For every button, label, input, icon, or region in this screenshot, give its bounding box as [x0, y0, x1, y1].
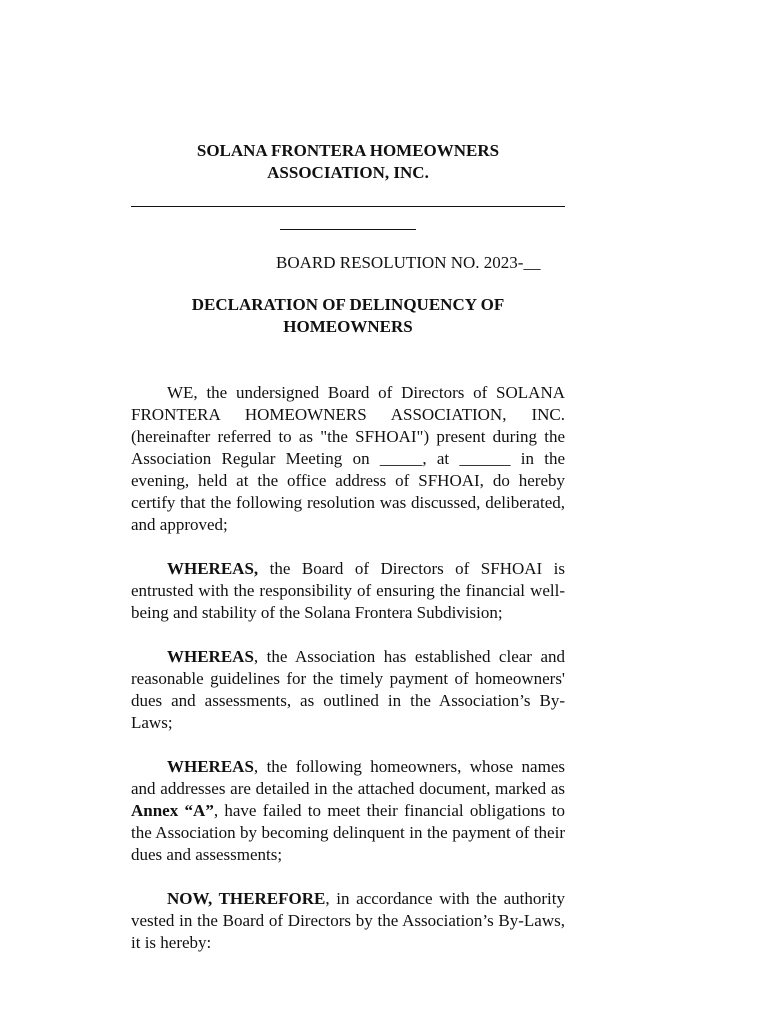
org-title — [131, 140, 565, 184]
whereas-3-text-a: , the following homeowners, whose names and addresses are detailed in the attached document, marked as — [131, 757, 565, 798]
now-therefore-text: , in accordance with the authority vested in the Board of Directors by the Association’s By-Laws, it is hereby: — [131, 889, 565, 952]
now-therefore-lead: NOW, THEREFORE — [167, 889, 326, 908]
whereas-2-lead: WHEREAS — [167, 647, 254, 666]
whereas-paragraph-1 — [131, 558, 565, 624]
whereas-3-text-b: , have failed to meet their financial obligations to the Association by becoming delinquent in the payment of their dues and assessments; — [131, 801, 565, 864]
signature-line-long — [131, 206, 565, 207]
whereas-paragraph-3 — [131, 756, 565, 866]
now-therefore-paragraph — [131, 888, 565, 954]
annex-reference: Annex “A” — [131, 801, 214, 820]
resolution-number: BOARD RESOLUTION NO. 2023-__ — [276, 253, 541, 272]
declaration-title-line2: HOMEOWNERS — [283, 317, 413, 336]
whereas-2-text: , the Association has established clear and reasonable guidelines for the timely payment of homeowners' dues and assessments, as outlined in the Association’s By-Laws; — [131, 647, 565, 732]
signature-line-short — [280, 229, 416, 230]
whereas-paragraph-2 — [131, 646, 565, 734]
declaration-title — [131, 294, 565, 338]
intro-paragraph: WE, the undersigned Board of Directors of SOLANA FRONTERA HOMEOWNERS ASSOCIATION, INC. (hereinafter referred to as "the SFHOAI") present during the Association Regular Meeting on _____, at ______ in the evening, held at the office address of SFHOAI, do hereby certify that the following resolution was discussed, deliberated, and approved; — [131, 383, 565, 534]
whereas-3-lead: WHEREAS — [167, 757, 254, 776]
declaration-title-line1: DECLARATION OF DELINQUENCY OF — [191, 295, 505, 314]
whereas-1-text: the Board of Directors of SFHOAI is entrusted with the responsibility of ensuring the financial well-being and stability of the Solana Frontera Subdivision; — [131, 559, 565, 622]
org-title-line1: SOLANA FRONTERA HOMEOWNERS — [196, 141, 500, 160]
org-title-line2: ASSOCIATION, INC. — [267, 163, 429, 182]
document-page — [131, 140, 565, 954]
whereas-1-lead: WHEREAS, — [167, 559, 259, 578]
